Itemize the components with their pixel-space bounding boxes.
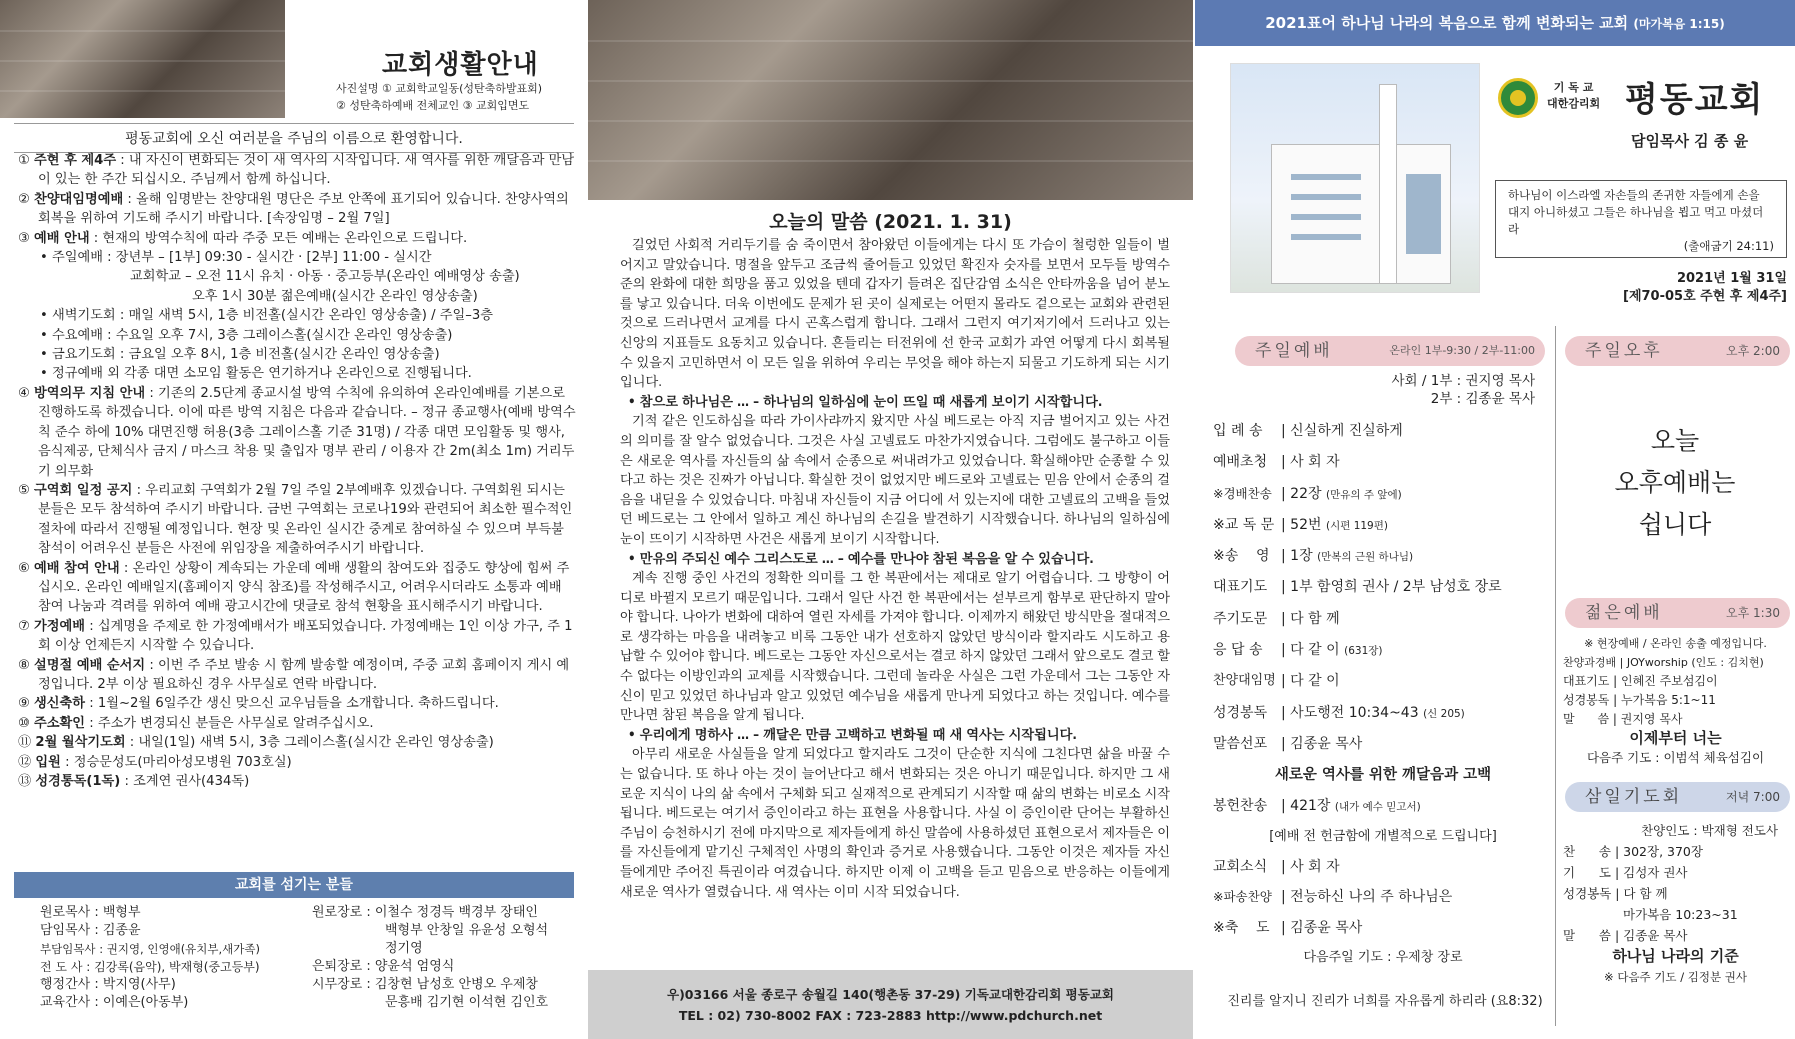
worship-item: 찬양대임명 | 다 같 이 <box>1213 673 1340 690</box>
notices-column <box>0 0 585 1039</box>
sermon-text <box>620 236 1170 902</box>
notice-item: ③ 예배 안내 : 현재의 방역수칙에 따라 주중 모든 예배는 온라인으로 드립니다. <box>18 230 468 246</box>
worship-item: 예배초청 | 사 회 자 <box>1213 454 1340 471</box>
notice-item: ⑥ 예배 참여 안내 : 온라인 상황이 계속되는 가운데 예배 생활의 참여도와 집중도 향상에 힘써 주십시오. 온라인 예배일지(홈페이지 양식 참조)를 작성해주시고, 어려우시더라도 소통과 예배 참여 나눔과 격려를 위하여 예배 광고시간에 댓글로 참석 현황을 표시해주시기 바랍니다. <box>18 560 570 615</box>
youth-sermon-title: 이제부터 너는 <box>1629 729 1722 747</box>
worship-schedule-line: 교회학교 – 오전 11시 유치 · 아동 · 중고등부(온라인 예배영상 송출) <box>130 269 520 285</box>
worship-item: ※파송찬양 | 전능하신 나의 주 하나님은 <box>1213 889 1453 906</box>
column-divider <box>1555 326 1556 1026</box>
staff-list-right: 원로장로 : 이철수 정경득 백경부 장태인 백형부 안창일 유윤성 오형석 정기영 은퇴장로 : 양윤석 엄영식 시무장로 : 김창현 남성호 안병오 우제창 문흥배 김기현 이석현 김인호 <box>312 905 549 1010</box>
worship-item: ※경배찬송 | 22장 (만유의 주 앞에) <box>1213 485 1402 502</box>
wednesday-service-order: 찬양인도 : 박재형 전도사 찬 송 | 302장, 370장 기 도 | 김성자 권사 성경봉독 | 다 함 께 마가복음 10:23~31 말 씀 | 김종윤 목사 하나님 나라의 기준 ※ 다음주 기도 / 김정분 권사 <box>1563 820 1788 988</box>
denomination-label: 기 독 교 대한감리회 <box>1547 81 1601 110</box>
sermon-subheading: • 만유의 주되신 예수 그리스도로 … – 예수를 만나야 참된 복음을 알 수 있습니다. <box>628 551 1094 567</box>
notice-item: ② 찬양대임명예배 : 올해 임명받는 찬양대원 명단은 주보 안쪽에 표기되어 있습니다. 찬양사역의 회복을 위하여 기도해 주시기 바랍니다. [속장임명 – 2월 7일] <box>18 191 569 227</box>
worship-schedule-line: • 수요예배 : 수요일 오후 7시, 3층 그레이스홀(실시간 온라인 영상송출) <box>40 327 453 343</box>
worship-schedule-line: • 정규예배 외 각종 대면 소모임 활동은 연기하거나 온라인으로 진행됩니다. <box>40 366 472 382</box>
service-leaders: 사회 / 1부 : 권지영 목사 2부 : 김종윤 목사 <box>1391 373 1535 407</box>
christmas-service-photo <box>588 0 1193 200</box>
sermon-paragraph: 기적 같은 인도하심을 따라 가이사랴까지 왔지만 사실 베드로는 아직 지금 벌어지고 있는 사건의 의미를 잘 알수 없었습니다. 그것은 사실 고넬료도 마찬가지였습니다. 그럼에도 불구하고 이들은 새로운 역사를 자신들의 삶 속에서 순종으로 써내려가고 있었습니다. 확실해야만 순종할 수 있다고 하는 것은 진짜가 아닙니다. 확실한 것이 없었지만 베드로와 고넬료는 믿음 안에서 순종의 걸음을 내딛을 수 있었습니다. 마침내 자신들이 지금 어디에 서 있는지에 대한 고넬료의 고백을 들었던 베드로는 그 안에서 일하고 계신 하나님의 손길을 발견하기 시작했습니다. 하나님의 일하심에 눈이 뜨이기 시작하면 사건은 새롭게 보이기 시작합니다. <box>620 414 1170 547</box>
bulletin-date: 2021년 1월 31일 [제70-05호 주현 후 제4주] <box>1623 271 1787 304</box>
sermon-heading: 새로운 역사를 위한 깨달음과 고백 <box>1274 767 1492 784</box>
notice-item: ⑨ 생신축하 : 1월~2월 6일주간 생신 맞으신 교우님들을 소개합니다. 축하드립니다. <box>18 696 499 712</box>
notice-item: ⑫ 입원 : 정승문성도(마리아성모병원 703호실) <box>18 754 292 770</box>
wednesday-service-header: 삼일기도회 저녁 7:00 <box>1565 782 1790 812</box>
staff-header: 교회를 섬기는 분들 <box>14 872 574 898</box>
staff-list-left: 원로목사 : 백형부 담임목사 : 김종윤 부담임목사 : 권지영, 인영애(유치부,새가족) 전 도 사 : 김강록(음악), 박재형(중고등부) 행정간사 : 박지영(사무) 교육간사 : 이예은(아동부) <box>40 905 260 1010</box>
church-school-photo <box>0 0 285 118</box>
notice-item: ⑬ 성경통독(1독) : 조계연 권사(434독) <box>18 774 250 789</box>
church-address: 우)03166 서울 종로구 송월길 140(행촌동 37-29) 기독교대한감리회 평동교회 <box>667 987 1114 1002</box>
church-contact: TEL : 02) 730-8002 FAX : 723-2883 http://www.pdchurch.net <box>678 1008 1103 1023</box>
worship-item: 교회소식 | 사 회 자 <box>1213 859 1340 876</box>
worship-schedule-line: • 새벽기도회 : 매일 새벽 5시, 1층 비전홀(실시간 온라인 영상송출) / 주일–3층 <box>40 308 493 324</box>
senior-pastor: 담임목사 김 종 윤 <box>1631 132 1749 150</box>
afternoon-service-header: 주일오후 오후 2:00 <box>1565 336 1790 366</box>
youth-service-header: 젊은예배 오후 1:30 <box>1565 598 1790 628</box>
order-of-worship-column <box>1195 0 1795 1039</box>
photo-caption: 사진설명 ① 교회학교일동(성탄축하발표회) ② 성탄축하예배 전체교인 ③ 교회입면도 <box>336 82 543 112</box>
church-contact-footer <box>588 970 1193 1039</box>
offering-note: [예배 전 헌금함에 개별적으로 드립니다] <box>1269 828 1497 844</box>
worship-schedule-line: 오후 1시 30분 젊은예배(실시간 온라인 영상송출) <box>192 288 478 304</box>
methodist-seal-icon <box>1498 78 1538 118</box>
worship-item: 봉헌찬송 | 421장 (내가 예수 믿고서) <box>1213 797 1421 814</box>
annual-motto-banner: 2021표어 하나님 나라의 복음으로 함께 변화되는 교회 (마가복음 1:15) <box>1195 0 1795 46</box>
sermon-paragraph: 아무리 새로운 사실들을 알게 되었다고 할지라도 그것이 단순한 지식에 그친다면 삶을 바꿀 수는 없습니다. 또 하나 아는 것이 늘어난다고 해서 변화되는 것은 아니기 때문입니다. 하지만 그 새로운 지식이 나의 삶 속에서 구체화 되고 실재적으로 관계되기 시작할 때 삶의 변화는 비로소 시작됩니다. 베드로는 여기서 증인이라고 하는 표현을 사용합니다. 사실 이 증인이란 단어는 부활하신 주님이 승천하시기 전에 마지막으로 제자들에게 하신 말씀에 사용하셨던 표현으로서 제자들은 이를 자신들에게 맡기신 구체적인 사명의 확인과 증거로 사용했습니다. 그동안 이것은 제자들 자신들에게만 주어진 특권이라 여겼습니다. 하지만 이제 이 고백을 듣고 믿음으로 반응하는 이들에게 새로운 역사가 열렸습니다. 새 역사는 이미 시작 되었습니다. <box>620 747 1170 900</box>
notice-item: ⑩ 주소확인 : 주소가 변경되신 분들은 사무실로 알려주십시오. <box>18 715 374 731</box>
worship-item: 입 례 송 | 신실하게 진실하게 <box>1213 423 1403 439</box>
sermon-subheading: • 참으로 하나님은 … – 하나님의 일하심에 눈이 뜨일 때 새롭게 보이기 시작합니다. <box>628 394 1103 410</box>
afternoon-service-notice: 오늘 오후예배는 쉽니다 <box>1614 426 1736 539</box>
worship-item: 말씀선포 | 김종윤 목사 <box>1213 735 1363 752</box>
notice-item: ⑤ 구역회 일정 공지 : 우리교회 구역회가 2월 7일 주일 2부예배후 있겠습니다. 구역회원 되시는 분들은 모두 참석하여 주시기 바랍니다. 금번 구역회는 코로나19와 관련되어 최소한 필수적인 절차에 따라서 진행될 예정입니다. 현장 및 온라인 실시간 중계로 참여하실 수 있으며 부득불 참석이 어려우신 분들은 사전에 위임장을 제출하여주시기 바랍니다. <box>18 482 573 557</box>
order-of-worship <box>1213 416 1553 973</box>
sermon-column <box>588 0 1193 1039</box>
bottom-verse: 진리를 알지니 진리가 너희를 자유롭게 하리라 (요8:32) <box>1227 994 1543 1009</box>
notice-item: ① 주현 후 제4주 : 내 자신이 변화되는 것이 새 역사의 시작입니다. 새 역사를 위한 깨달음과 만남이 있는 한 주간 되십시오. 주님께서 함께 하십니다. <box>18 153 575 188</box>
notice-item: ⑦ 가정예배 : 십계명을 주제로 한 가정예배서가 배포되었습니다. 가정예배는 1인 이상 가구, 주 1회 이상 언제든지 시작할 수 있습니다. <box>18 618 573 654</box>
worship-item: ※송 영 | 1장 (만복의 근원 하나님) <box>1213 548 1414 565</box>
church-name: 평동교회 <box>1625 80 1765 120</box>
next-prayer: 다음주일 기도 : 우제창 장로 <box>1303 950 1463 966</box>
church-building-image <box>1230 63 1480 293</box>
youth-service-order: ※ 현장예배 / 온라인 송출 예정입니다. 찬양과경배 | JOYworship (인도 : 김치현) 대표기도 | 인혜진 주보섬김이 성경봉독 | 누가복음 5:1~11 말 씀 | 권지영 목사 이제부터 너는 다음주 기도 : 이범석 체육섬김이 <box>1563 634 1788 767</box>
worship-item: 성경봉독 | 사도행전 10:34~43 (신 205) <box>1213 704 1465 721</box>
weekly-verse-box: 하나님이 이스라엘 자손들의 존귀한 자들에게 손을 대지 아니하셨고 그들은 하나님을 뵙고 먹고 마셨더라 (출애굽기 24:11) <box>1495 180 1787 258</box>
notice-item: ⑪ 2월 월삭기도회 : 내일(1일) 새벽 5시, 3층 그레이스홀(실시간 온라인 영상송출) <box>18 735 494 751</box>
sunday-service-header: 주일예배 온라인 1부-9:30 / 2부-11:00 <box>1235 336 1545 366</box>
notice-item: ④ 방역의무 지침 안내 : 기존의 2.5단계 종교시설 방역 수칙에 유의하여 온라인예배를 기본으로 진행하도록 하겠습니다. 이에 따른 방역 지침은 다음과 같습니다. – 정규 종교행사(예배 방역수칙 준수 하에 10% 대면진행 허용(3층 그레이스홀 기준 31명) / 각종 대면 모임활동 및 행사, 음식제공, 단체식사 금지 / 마스크 착용 및 출입자 명부 관리 / 이용자 간 2m(최소 1m) 거리두기 의무화 <box>18 385 576 479</box>
sermon-paragraph: 길었던 사회적 거리두기를 숨 죽이면서 참아왔던 이들에게는 다시 또 가슴이 철렁한 일들이 벌어지고 말았습니다. 명절을 앞두고 조금씩 줄어들고 있었던 확진자 숫자를 보면서 모두들 방역수준의 완화에 대한 희망을 품고 있었을 텐데 갑자기 들려온 집단감염 소식은 안타까움을 넘어 분노를 낳고 있습니다. 더욱 이번에도 문제가 된 곳이 실제로는 어떤지 몰라도 겉으로는 교회와 관련된 것으로 드러나면서 교계를 다시 곤혹스럽게 합니다. 그래서 그런지 여기저기에서 드러나고 있는 신앙의 지표들도 요동치고 있습니다. 흔들리는 터전위에 선 한국 교회가 과연 어떻게 다시 회복될 수 있을지 고민하면서 이 모든 일을 위하여 우리는 무엇을 해야 하는지 되물고 기도하게 되는 시기입니다. <box>620 238 1170 391</box>
notice-list <box>18 151 578 791</box>
welcome-message: 평동교회에 오신 여러분을 주님의 이름으로 환영합니다. <box>14 123 574 153</box>
page-title: 교회생활안내 <box>382 50 539 80</box>
worship-item: 주기도문 | 다 함 께 <box>1213 610 1340 627</box>
worship-item: ※축 도 | 김종윤 목사 <box>1213 919 1363 936</box>
notice-item: ⑧ 설명절 예배 순서지 : 이번 주 주보 발송 시 함께 발송할 예정이며, 주중 교회 홈페이지 게시 예정입니다. 2부 이상 필요하신 경우 사무실로 연락 바랍니다. <box>18 657 570 692</box>
sermon-subheading: • 우리에게 명하사 … – 깨달은 만큼 고백하고 변화될 때 새 역사는 시작됩니다. <box>628 727 1077 743</box>
worship-schedule-line: • 주일예배 : 장년부 – [1부] 09:30 - 실시간 · [2부] 11:00 - 실시간 <box>40 250 432 266</box>
worship-item: 응 답 송 | 다 같 이 (631장) <box>1213 642 1383 659</box>
worship-schedule-line: • 금요기도회 : 금요일 오후 8시, 1층 비전홀(실시간 온라인 영상송출) <box>40 347 440 363</box>
sermon-paragraph: 계속 진행 중인 사건의 정확한 의미를 그 한 복판에서는 제대로 알기 어렵습니다. 그 방향이 어디로 바뀔지 모르기 때문입니다. 그래서 일단 사건 한 복판에서는 섣부르게 함부로 판단하지 말아야 합니다. 나아가 변화에 대하여 열린 자세를 가져야 합니다. 이제까지 해왔던 방식만을 절대적으로 생각하는 마음을 내려놓고 비록 그동안 내가 선호하지 않았던 방식이라 할지라도 시도하고 용납할 수 있어야 합니다. 베드로는 그동안 자신으로서는 결코 하지 않았던 그래서 앞으로도 결코 할 수 없다는 이방인과의 교제를 시작했습니다. 그런데 놀라운 사실은 그런 가운데서 그는 그동안 자신이 믿고 있었던 하나님과 알고 있었던 예수님을 새롭게 만나게 되었다고 하는 것입니다. 예수를 만나면 참된 복음을 알게 됩니다. <box>620 571 1170 724</box>
worship-item: 대표기도 | 1부 함영희 권사 / 2부 남성호 장로 <box>1213 579 1502 596</box>
wednesday-sermon-title: 하나님 나라의 기준 <box>1612 947 1739 965</box>
worship-item: ※교 독 문 | 52번 (시편 119편) <box>1213 516 1388 533</box>
sermon-title: 오늘의 말씀 (2021. 1. 31) <box>769 211 1012 233</box>
